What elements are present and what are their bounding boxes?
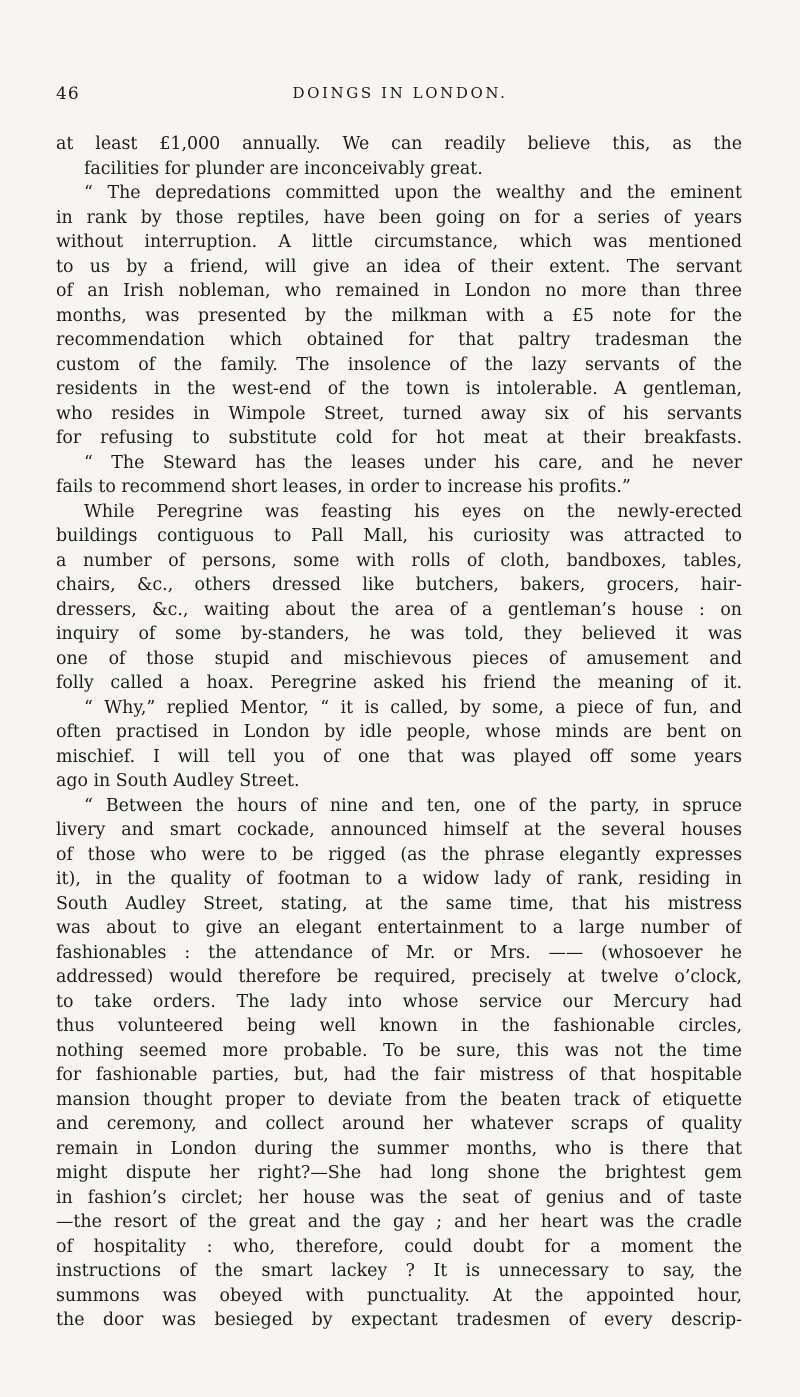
- text-line: South Audley Street, stating, at the same time, that his mistress: [56, 893, 742, 914]
- text-line: “ Between the hours of nine and ten, one of the party, in spruce: [84, 795, 742, 816]
- text-line: a number of persons, some with rolls of cloth, bandboxes, tables,: [56, 550, 742, 571]
- text-line: months, was presented by the milkman with a £5 note for the: [56, 305, 742, 326]
- text-line: of hospitality : who, therefore, could doubt for a moment the: [56, 1236, 742, 1257]
- text-line: —the resort of the great and the gay ; and her heart was the cradle: [56, 1212, 742, 1232]
- text-line: summons was obeyed with punctuality. At the appointed hour,: [56, 1285, 742, 1306]
- text-line: fashionables : the attendance of Mr. or Mrs. —— (whosoever he: [56, 942, 742, 963]
- text-line: in fashion’s circlet; her house was the seat of genius and of taste: [56, 1187, 742, 1208]
- text-line: for refusing to substitute cold for hot meat at their breakfasts.: [56, 428, 742, 448]
- text-line: the door was besieged by expectant tradesmen of every descrip-: [56, 1310, 742, 1330]
- text-line: buildings contiguous to Pall Mall, his curiosity was attracted to: [56, 526, 742, 546]
- text-line: of an Irish nobleman, who remained in London no more than three: [56, 281, 742, 301]
- running-title: DOINGS IN LONDON.: [292, 84, 508, 102]
- text-line: “ The Steward has the leases under his care, and he never: [84, 452, 742, 473]
- text-line: for fashionable parties, but, had the fair mistress of that hospitable: [56, 1065, 742, 1085]
- text-line: addressed) would therefore be required, precisely at twelve o’clock,: [56, 967, 742, 987]
- text-line: at least £1,000 annually. We can readily believe this, as the: [56, 134, 742, 154]
- text-line: mansion thought proper to deviate from the beaten track of etiquette: [56, 1089, 742, 1110]
- text-line: was about to give an elegant entertainment to a large number of: [56, 918, 742, 938]
- text-line: and ceremony, and collect around her whatever scraps of quality: [56, 1114, 742, 1134]
- text-line: it), in the quality of footman to a widow lady of rank, residing in: [56, 869, 742, 889]
- text-line: mischief. I will tell you of one that was played off some years: [56, 746, 742, 767]
- text-line: recommendation which obtained for that paltry tradesman the: [56, 330, 742, 350]
- text-line: to take orders. The lady into whose service our Mercury had: [56, 991, 742, 1012]
- page-header: [56, 84, 744, 110]
- text-line: folly called a hoax. Peregrine asked his friend the meaning of it.: [56, 673, 742, 693]
- text-line: nothing seemed more probable. To be sure, this was not the time: [56, 1040, 742, 1061]
- text-line: fails to recommend short leases, in order to increase his profits.”: [56, 477, 631, 497]
- text-line: remain in London during the summer months, who is there that: [56, 1138, 742, 1159]
- text-line: of those who were to be rigged (as the phrase elegantly expresses: [56, 844, 742, 865]
- text-line: without interruption. A little circumstance, which was mentioned: [56, 232, 742, 252]
- text-line: livery and smart cockade, announced himself at the several houses: [56, 820, 742, 840]
- text-line: instructions of the smart lackey ? It is unnecessary to say, the: [56, 1261, 742, 1281]
- text-line: facilities for plunder are inconceivably great.: [84, 158, 483, 179]
- text-line: might dispute her right?—She had long shone the brightest gem: [56, 1163, 742, 1183]
- text-line: dressers, &c., waiting about the area of a gentleman’s house : on: [56, 599, 742, 620]
- text-line: to us by a friend, will give an idea of their extent. The servant: [56, 256, 742, 277]
- text-line: chairs, &c., others dressed like butchers, bakers, grocers, hair-: [56, 575, 742, 595]
- text-line: in rank by those reptiles, have been going on for a series of years: [56, 207, 742, 228]
- text-line: While Peregrine was feasting his eyes on the newly-erected: [84, 501, 742, 522]
- text-line: “ Why,” replied Mentor, “ it is called, by some, a piece of fun, and: [84, 697, 742, 718]
- text-line: custom of the family. The insolence of the lazy servants of the: [56, 354, 742, 375]
- text-line: one of those stupid and mischievous pieces of amusement and: [56, 648, 742, 669]
- text-line: “ The depredations committed upon the wealthy and the eminent: [84, 183, 742, 203]
- page-number: 46: [56, 84, 80, 104]
- text-line: residents in the west-end of the town is intolerable. A gentleman,: [56, 379, 742, 399]
- body-text: [56, 132, 742, 1333]
- text-line: often practised in London by idle people, whose minds are bent on: [56, 722, 742, 742]
- text-line: inquiry of some by-standers, he was told, they believed it was: [56, 624, 742, 644]
- text-line: thus volunteered being well known in the fashionable circles,: [56, 1016, 742, 1036]
- text-line: ago in South Audley Street.: [56, 771, 300, 791]
- text-line: who resides in Wimpole Street, turned away six of his servants: [56, 403, 742, 424]
